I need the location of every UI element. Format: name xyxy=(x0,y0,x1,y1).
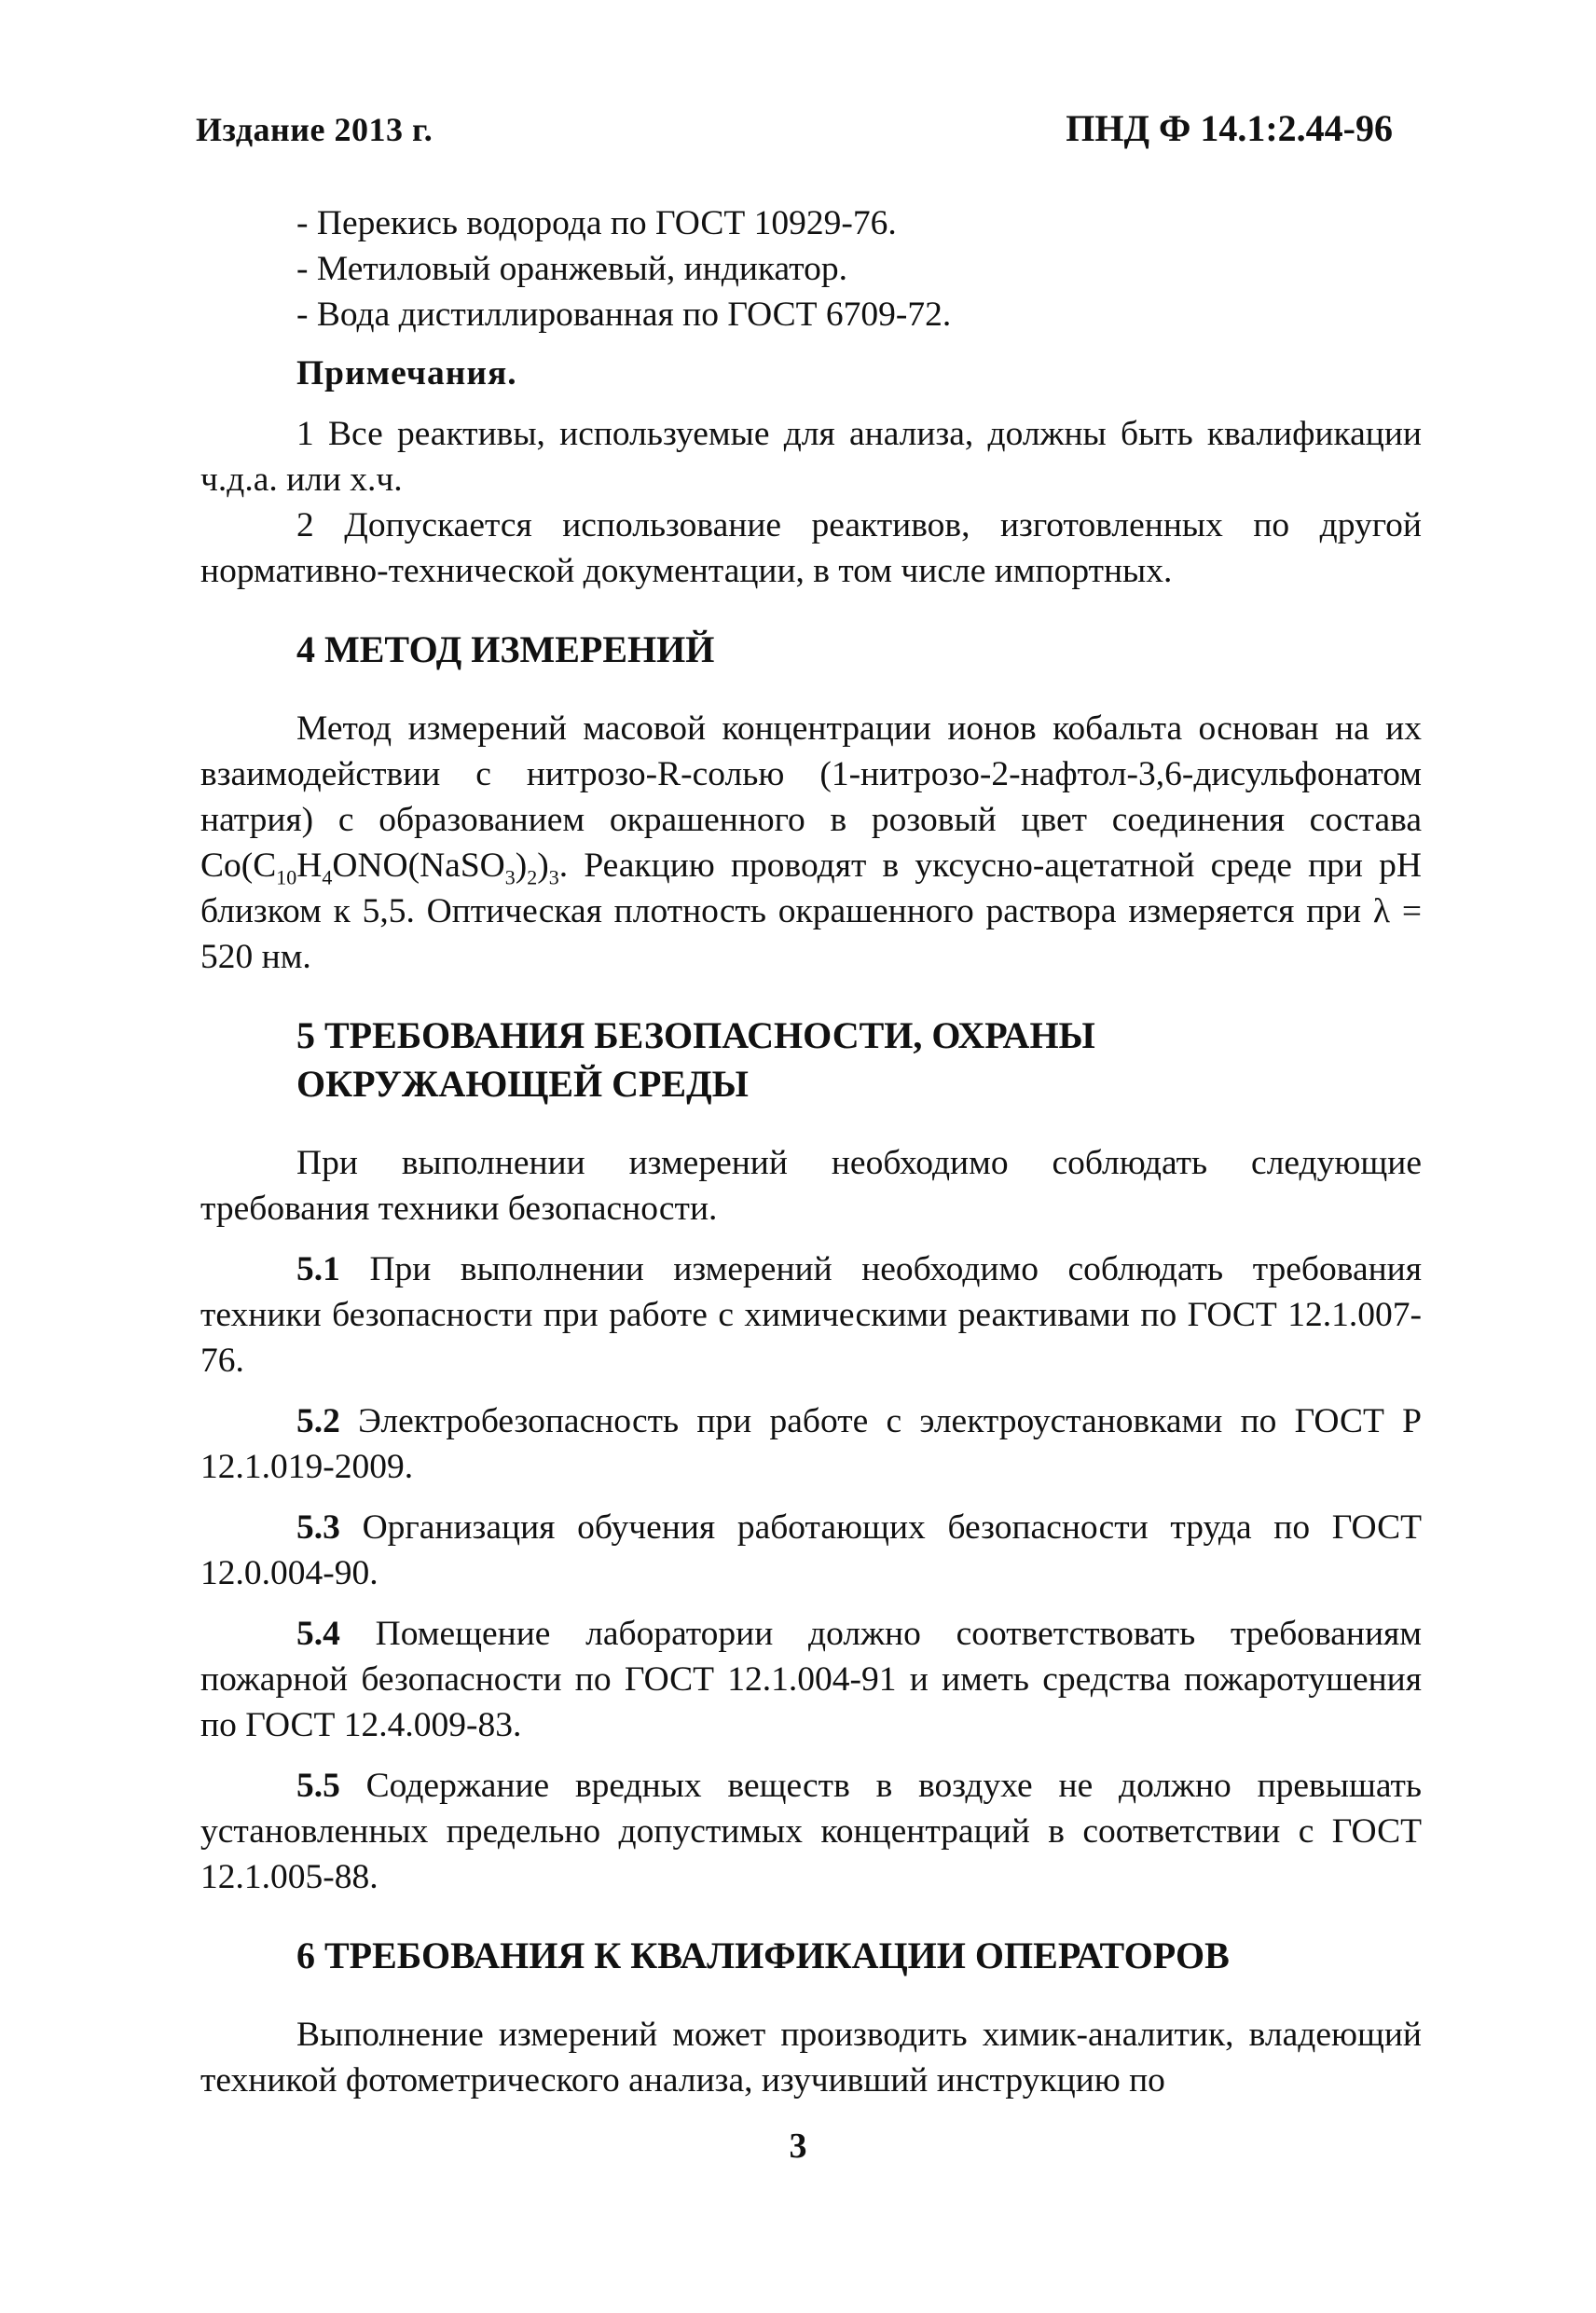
section-6-text: Выполнение измерений может производить химик-аналитик, владеющий техникой фотометрического анализа, изучивший инструкцию по xyxy=(200,2016,1422,2100)
section-5-intro: При выполнении измерений необходимо соблюдать следующие требования техники безопасности. xyxy=(200,1144,1422,1228)
section-5-heading: 5 ТРЕБОВАНИЯ БЕЗОПАСНОСТИ, ОХРАНЫ ОКРУЖАЮЩЕЙ СРЕДЫ xyxy=(296,1014,1095,1105)
notes-heading: Примечания. xyxy=(296,354,517,392)
section-6-heading: 6 ТРЕБОВАНИЯ К КВАЛИФИКАЦИИ ОПЕРАТОРОВ xyxy=(296,1934,1230,1976)
reagent-item: - Вода дистиллированная по ГОСТ 6709-72. xyxy=(296,296,952,334)
section-4-heading: 4 МЕТОД ИЗМЕРЕНИЙ xyxy=(296,628,715,670)
page-body xyxy=(200,200,1422,2103)
clause-5-3: 5.3 Организация обучения работающих безопасности труда по ГОСТ 12.0.004-90. xyxy=(200,1508,1422,1592)
clause-5-5: 5.5 Содержание вредных веществ в воздухе не должно превышать установленных предельно допустимых концентраций в соответствии с ГОСТ 12.1.005-88. xyxy=(200,1767,1422,1896)
page-number: 3 xyxy=(789,2127,807,2166)
edition-label: Издание 2013 г. xyxy=(196,111,433,148)
section-4-text: Метод измерений масовой концентрации ионов кобальта основан на их взаимодействии с нитрозо-R-солью (1-нитрозо-2-нафтол-3,6-дисульфонатом натрия) с образованием окрашенного в розовый цвет соединения состава $Co(C_{10}H_4ONO(NaSO_3)_2)_3$. Реакцию проводят в уксусно-ацетатной среде при pH близком к 5,5. Оптическая плотность окрашенного раствора измеряется при λ = 520 нм. xyxy=(200,709,1422,976)
reagent-item: - Перекись водорода по ГОСТ 10929-76. xyxy=(296,204,897,242)
document-code: ПНД Ф 14.1:2.44-96 xyxy=(1066,107,1393,149)
reagent-item: - Метиловый оранжевый, индикатор. xyxy=(296,250,847,288)
clause-5-4: 5.4 Помещение лаборатории должно соответствовать требованиям пожарной безопасности по ГОСТ 12.1.004-91 и иметь средства пожаротушения по ГОСТ 12.4.009-83. xyxy=(200,1615,1422,1744)
clause-5-1: 5.1 При выполнении измерений необходимо соблюдать требования техники безопасности при работе с химическими реактивами по ГОСТ 12.1.007-76. xyxy=(200,1250,1422,1380)
clause-5-2: 5.2 Электробезопасность при работе с электроустановками по ГОСТ Р 12.1.019-2009. xyxy=(200,1402,1422,1486)
note-2: 2 Допускается использование реактивов, изготовленных по другой нормативно-технической документации, в том числе импортных. xyxy=(200,506,1422,590)
note-1: 1 Все реактивы, используемые для анализа, должны быть квалификации ч.д.а. или х.ч. xyxy=(200,415,1422,499)
